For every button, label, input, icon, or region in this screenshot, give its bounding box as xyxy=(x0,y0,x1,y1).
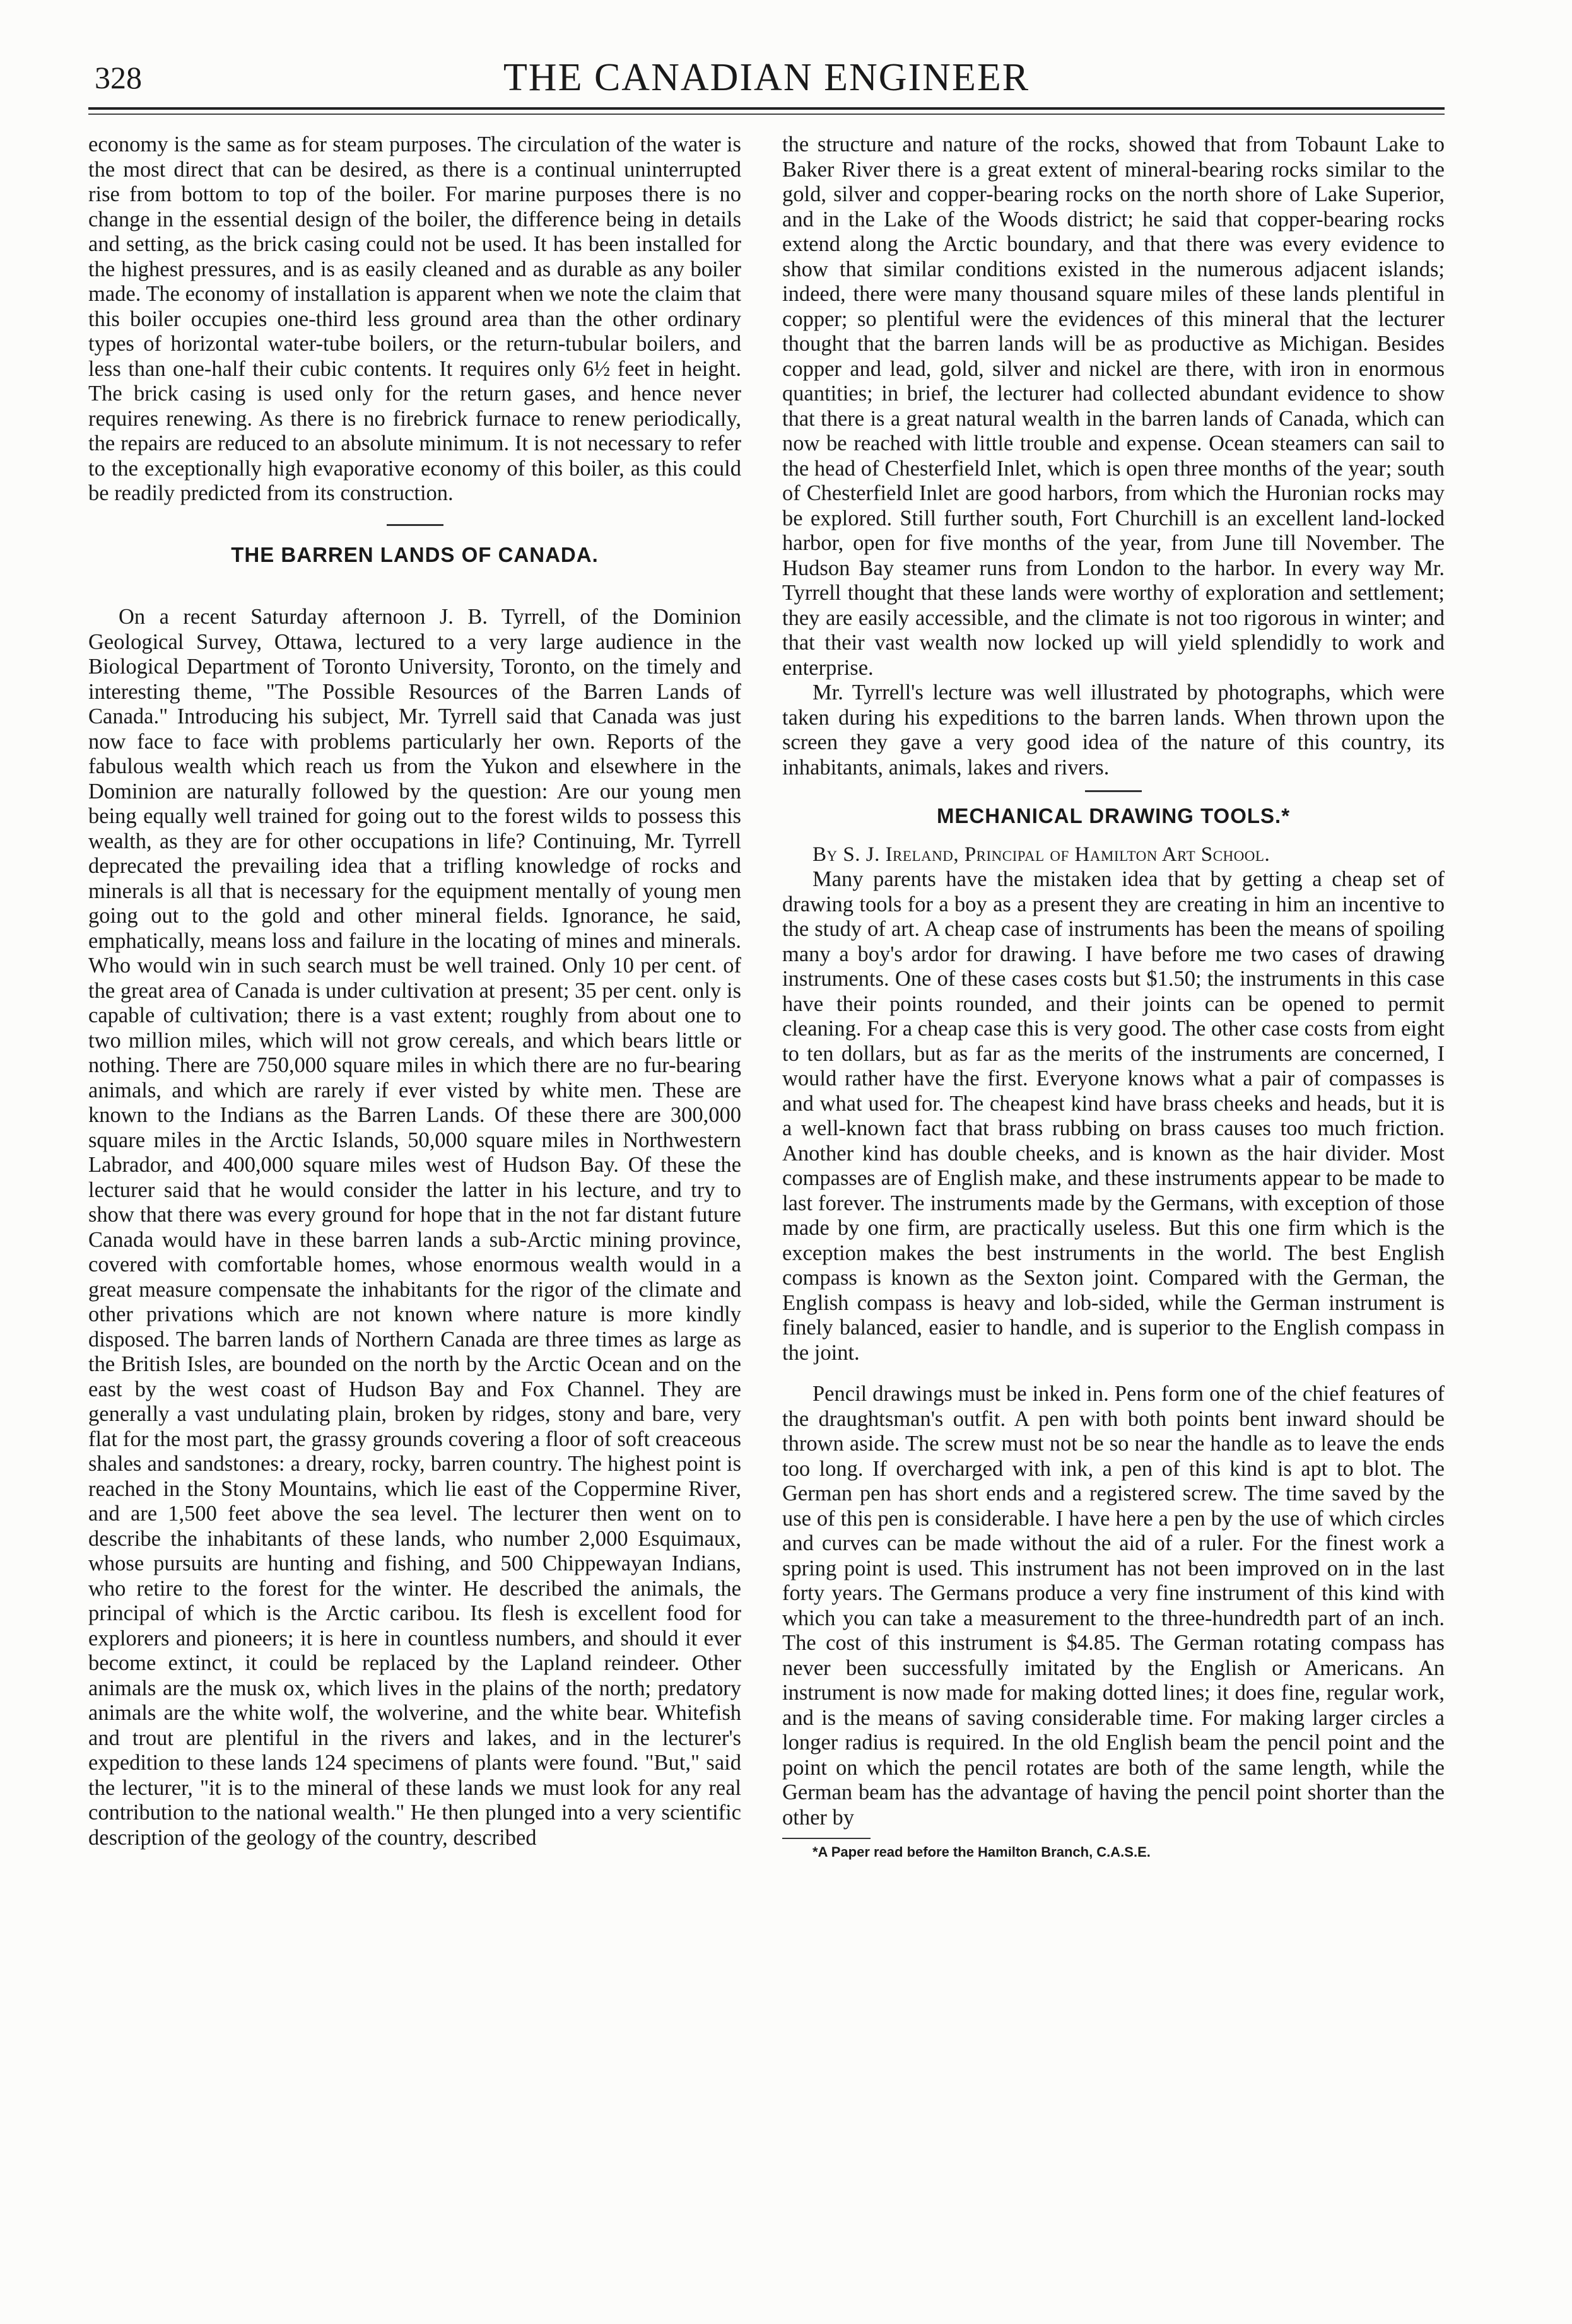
journal-title: THE CANADIAN ENGINEER xyxy=(503,56,1030,99)
page-number: 328 xyxy=(95,60,142,95)
page-header xyxy=(88,55,1445,100)
article-byline: By S. J. Ireland, Principal of Hamilton Art School. xyxy=(812,843,1270,866)
section-divider-right xyxy=(1085,790,1142,792)
header-rule xyxy=(88,107,1445,110)
section-divider xyxy=(387,524,443,526)
boiler-article-continuation: economy is the same as for steam purposes. The circulation of the water is the most direct that can be desired, as there is a continual uninterrupted rise from bottom to top of the boiler. For marine purposes there is no change in the essential design of the boiler, the difference being in details and setting, as the brick casing could not be used. It has been installed for the highest pressures, and is as easily cleaned and as durable as any boiler made. The economy of installation is apparent when we note the claim that this boiler occupies one-third less ground area than the other ordinary types of horizontal water-tube boilers, or the return-tubular boilers, and less than one-half their cubic contents. It requires only 6½ feet in height. The brick casing is used only for the return gases, and hence never requires renewing. As there is no firebrick furnace to renew periodically, the repairs are reduced to an absolute minimum. It is not necessary to refer to the exceptionally high evaporative economy of this boiler, as this could be readily predicted from its construction. xyxy=(88,132,741,505)
barren-lands-continuation: the structure and nature of the rocks, showed that from Tobaunt Lake to Baker River there is a great extent of mineral-bearing rocks similar to the gold, silver and copper-bearing rocks on the north shore of Lake Superior, and in the Lake of the Woods district; he said that copper-bearing rocks extend along the Arctic boundary, and that there was every evidence to show that similar conditions existed in the numerous adjacent islands; indeed, there were many thousand square miles of these lands plentiful in copper; so plentiful were the evidences of this mineral that the lecturer thought that the barren lands will be as productive as Michigan. Besides copper and lead, gold, silver and nickel are there, with iron in enormous quantities; in brief, the lecturer had collected abundant evidence to show that there is a great natural wealth in the barren lands of Canada, which can now be reached with little trouble and expense. Ocean steamers can sail to the head of Chesterfield Inlet, which is open three months of the year; south of Chesterfield Inlet are good harbors, from which the Huronian rocks may be explored. Still further south, Fort Churchill is an excellent land-locked harbor, open for five months of the year, from June till November. The Hudson Bay steamer runs from London to the harbor. In every way Mr. Tyrrell thought that these lands were worthy of exploration and settlement; they are easily accessible, and the climate is not too rigorous in winter; and that their vast wealth now locked up will yield splendidly to work and enterprise. xyxy=(782,132,1445,680)
barren-lands-heading: THE BARREN LANDS OF CANADA. xyxy=(231,542,599,566)
left-column xyxy=(88,132,741,1850)
footnote: *A Paper read before the Hamilton Branch, C.A.S.E. xyxy=(812,1844,1151,1860)
mechanical-drawing-heading: MECHANICAL DRAWING TOOLS.* xyxy=(936,804,1291,827)
barren-lands-body: On a recent Saturday afternoon J. B. Tyrrell, of the Dominion Geological Survey, Ottawa, lectured to a very large audience in the Biological Department of Toronto University, Toronto, on the timely and interesting theme, "The Possible Resources of the Barren Lands of Canada." Introducing his subject, Mr. Tyrrell said that Canada was just now face to face with problems particularly her own. Reports of the fabulous wealth which reach us from the Yukon and elsewhere in the Dominion are naturally followed by the question: Are our young men being equally well trained for going out to the forest wilds to possess this wealth, as they are for other occupations in life? Continuing, Mr. Tyrrell deprecated the prevailing idea that a trifling knowledge of rocks and minerals is all that is necessary for the equipment mentally of young men going out to the gold and other mineral fields. Ignorance, he said, emphatically, means loss and failure in the locating of mines and minerals. Who would win in such search must be well trained. Only 10 per cent. of the great area of Canada is under cultivation at present; 35 per cent. only is capable of cultivation; there is a vast extent; roughly from about one to two million miles, which will not grow cereals, and which bears little or nothing. There are 750,000 square miles in which there are no fur-bearing animals, and which are rarely if ever visted by white men. These are known to the Indians as the Barren Lands. Of these there are 300,000 square miles in the Arctic Islands, 50,000 square miles in Northwestern Labrador, and 400,000 square miles west of Hudson Bay. Of these the lecturer said that he would consider the latter in his lecture, and try to show that there was every ground for hope that in the not far distant future Canada would have in these barren lands a sub-Arctic mining province, covered with comfortable homes, whose enormous wealth would in a great measure compensate the inhabitants for the rigor of the climate and other privations which are not known where nature is more kindly disposed. The barren lands of Northern Canada are three times as large as the British Isles, are bounded on the north by the Arctic Ocean and on the east by the west coast of Hudson Bay and Fox Channel. They are generally a vast undulating plain, broken by ridges, stony and bare, very flat for the most part, the grassy grounds covering a floor of soft creaceous shales and sandstones: a dreary, rocky, barren country. The highest point is reached in the Stony Mountains, which lie east of the Coppermine River, and are 1,500 feet above the sea level. The lecturer then went on to describe the inhabitants of these lands, who number 2,000 Esquimaux, whose pursuits are hunting and fishing, and 500 Chippewayan Indians, who retire to the forest for the winter. He described the animals, the principal of which is the Arctic caribou. Its flesh is excellent food for explorers and pioneers; it is here in countless numbers, and should it ever become extinct, it could be replaced by the Lapland reindeer. Other animals are the musk ox, which lives in the plains of the north; predatory animals are the white wolf, the wolverine, and the white bear. Whitefish and trout are plentiful in the rivers and lakes, and in the lecturer's expedition to these lands 124 specimens of plants were found. "But," said the lecturer, "it is to the mineral of these lands we must look for any real contribution to the national wealth." He then plunged into a very scientific description of the geology of the country, described xyxy=(88,605,741,1850)
footnote-rule xyxy=(782,1838,871,1839)
mechanical-drawing-paragraph-2: Pencil drawings must be inked in. Pens form one of the chief features of the draughtsman's outfit. A pen with both points bent inward should be thrown aside. The screw must not be so near the handle as to leave the ends too long. If overcharged with ink, a pen of this kind is apt to blot. The German pen has short ends and a registered screw. The time saved by the use of this pen is considerable. I have here a pen by the use of which circles and curves can be made without the aid of a ruler. For the finest work a spring point is used. This instrument has not been improved on in the last forty years. The Germans produce a very fine instrument of this kind with which you can take a measurement to the three-hundredth part of an inch. The cost of this instrument is $4.85. The German rotating compass has never been successfully imitated by the English or Americans. An instrument is now made for making dotted lines; it does fine, regular work, and is the means of saving considerable time. For making larger circles a longer radius is required. In the old English beam the pencil point and the point on which the pencil rotates are both of the same length, while the German beam has the advantage of having the pencil point shorter than the other by xyxy=(782,1382,1445,1830)
barren-lands-closing: Mr. Tyrrell's lecture was well illustrated by photographs, which were taken during his expeditions to the barren lands. When thrown upon the screen they gave a very good idea of the nature of this country, its inhabitants, animals, lakes and rivers. xyxy=(782,680,1445,780)
right-column xyxy=(782,132,1445,1860)
mechanical-drawing-paragraph-1: Many parents have the mistaken idea that by getting a cheap set of drawing tools for a boy as a present they are creating in him an incentive to the study of art. A cheap case of instruments has been the means of spoiling many a boy's ardor for drawing. I have before me two cases of drawing instruments. One of these cases costs but $1.50; the instruments in this case have their points rounded, and their joints can be opened to permit cleaning. For a cheap case this is very good. The other case costs from eight to ten dollars, but as far as the merits of the instruments are concerned, I would rather have the first. Everyone knows what a pair of compasses is and what used for. The cheapest kind have brass cheeks and heads, but it is a well-known fact that brass rubbing on brass causes too much friction. Another kind has double cheeks, and is known as the hair divider. Most compasses are of English make, and these instruments appear to be made to last forever. The instruments made by the Germans, with exception of those made by one firm, are practically useless. But this one firm which is the exception makes the best instruments in the world. The best English compass is known as the Sexton joint. Compared with the German, the English compass is heavy and lob-sided, while the German instrument is finely balanced, easier to handle, and is superior to the English compass in the joint. xyxy=(782,867,1445,1365)
header-rule-secondary xyxy=(88,114,1445,115)
